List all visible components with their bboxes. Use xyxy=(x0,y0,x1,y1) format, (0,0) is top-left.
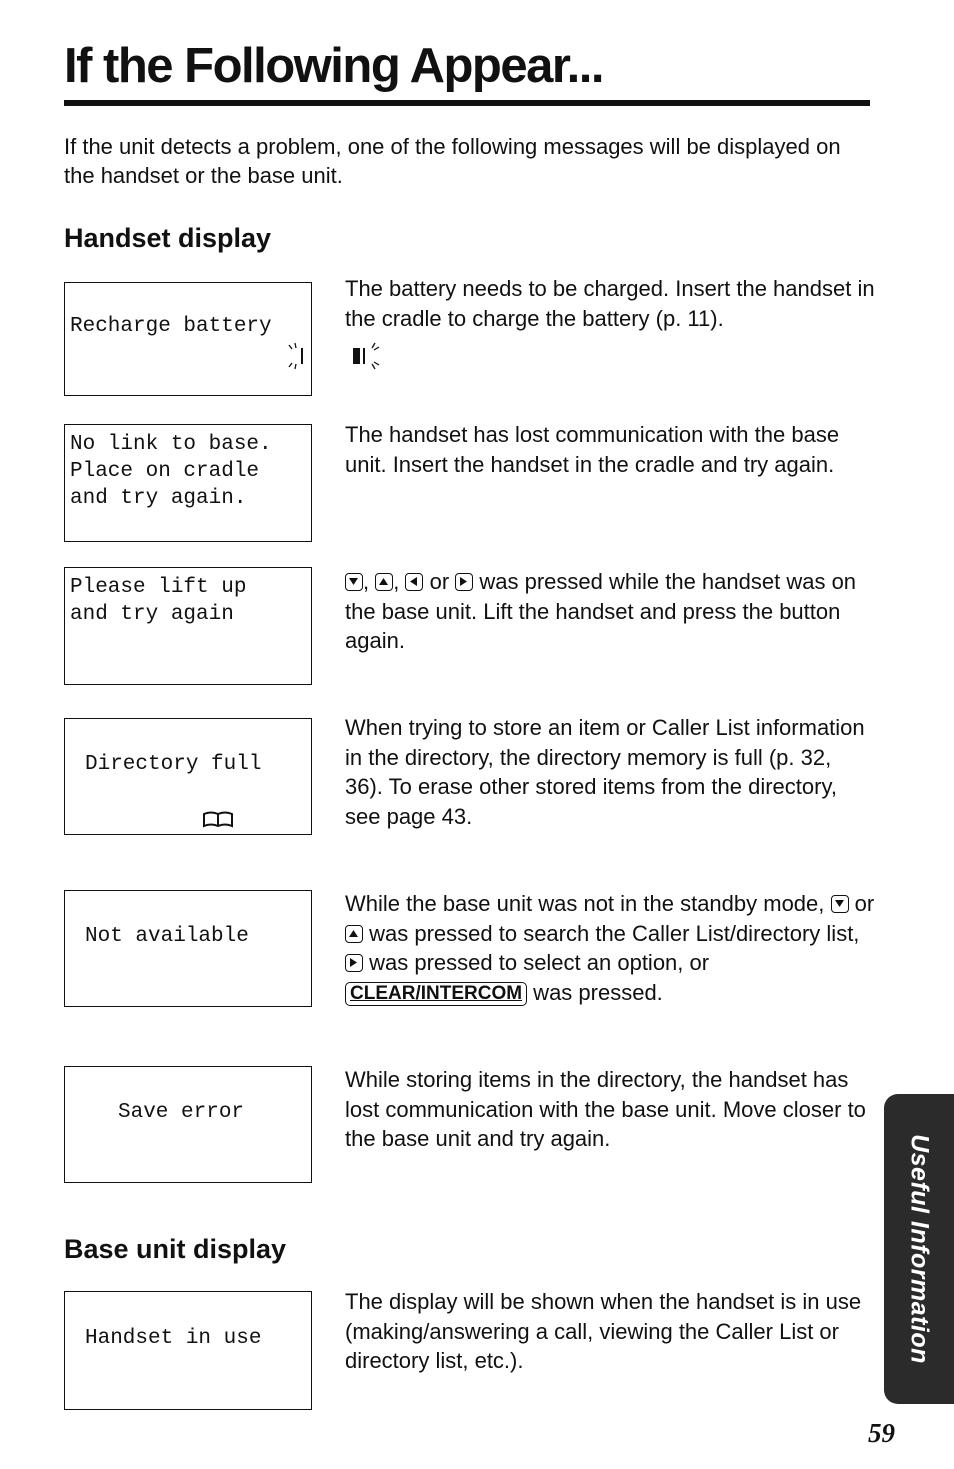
lcd-line: No link to base. xyxy=(70,433,272,456)
intro-text: If the unit detects a problem, one of the following messages will be displayed on the handset or the base unit. xyxy=(64,134,841,188)
lcd-line: and try again. xyxy=(70,487,247,510)
desc-not-available xyxy=(345,889,875,1007)
desc-please-lift-up xyxy=(345,567,875,656)
page-title: If the Following Appear... xyxy=(64,39,604,93)
clear-intercom-key: CLEAR/INTERCOM xyxy=(345,982,527,1006)
lcd-line: Recharge battery xyxy=(70,315,272,338)
up-arrow-key-icon xyxy=(345,925,363,943)
desc-save-error: While storing items in the directory, the handset has lost communication with the base unit. Move closer to the base unit and try again. xyxy=(345,1067,866,1151)
lcd-line: Save error xyxy=(118,1101,245,1124)
lcd-line: Directory full xyxy=(85,753,262,776)
lcd-recharge-battery xyxy=(64,282,312,396)
separator: , xyxy=(393,569,406,594)
separator: , xyxy=(363,569,376,594)
side-tab-label: Useful Information xyxy=(905,1134,934,1364)
down-arrow-key-icon xyxy=(831,895,849,913)
desc-text: was pressed while the handset was on the base unit. Lift the handset and press the button again. xyxy=(345,569,857,653)
lcd-please-lift-up xyxy=(64,567,312,685)
right-arrow-key-icon xyxy=(345,954,363,972)
page-number: 59 xyxy=(868,1418,895,1448)
side-tab xyxy=(884,1094,954,1404)
handset-display-heading: Handset display xyxy=(64,223,272,253)
lcd-directory-full xyxy=(64,718,312,835)
desc-text: was pressed to search the Caller List/directory list, xyxy=(363,920,860,946)
lcd-line: Handset in use xyxy=(85,1327,262,1350)
lcd-line: Place on cradle xyxy=(70,460,260,483)
desc-text: or xyxy=(848,891,875,916)
lcd-line: Not available xyxy=(85,925,249,948)
separator: or xyxy=(423,569,456,594)
desc-handset-in-use: The display will be shown when the handset is in use (making/answering a call, viewing the Caller List or directory list, etc.). xyxy=(345,1289,862,1373)
desc-directory-full: When trying to store an item or Caller List information in the directory, the directory memory is full (p. 32, 36). To erase other stored items from the directory, see page 43. xyxy=(345,715,865,829)
desc-text: was pressed to select an option, or xyxy=(363,950,710,975)
blinking-battery-icon xyxy=(287,339,383,373)
lcd-not-available xyxy=(64,890,312,1007)
desc-text: While the base unit was not in the standby mode, xyxy=(345,891,831,916)
left-arrow-key-icon xyxy=(405,573,423,591)
lcd-line: Please lift up xyxy=(70,576,247,599)
up-arrow-key-icon xyxy=(375,573,393,591)
lcd-save-error xyxy=(64,1066,312,1183)
base-unit-display-heading: Base unit display xyxy=(64,1234,287,1264)
desc-no-link: The handset has lost communication with the base unit. Insert the handset in the cradle and try again. xyxy=(345,422,840,477)
open-book-icon xyxy=(202,810,234,830)
lcd-no-link xyxy=(64,424,312,542)
lcd-line: and try again xyxy=(70,603,234,626)
desc-recharge-battery: The battery needs to be charged. Insert the handset in the cradle to charge the battery (p. 11). xyxy=(345,276,875,331)
desc-text: was pressed. xyxy=(527,979,663,1005)
title-rule xyxy=(64,100,870,106)
lcd-handset-in-use xyxy=(64,1291,312,1410)
down-arrow-key-icon xyxy=(345,573,363,591)
right-arrow-key-icon xyxy=(455,573,473,591)
